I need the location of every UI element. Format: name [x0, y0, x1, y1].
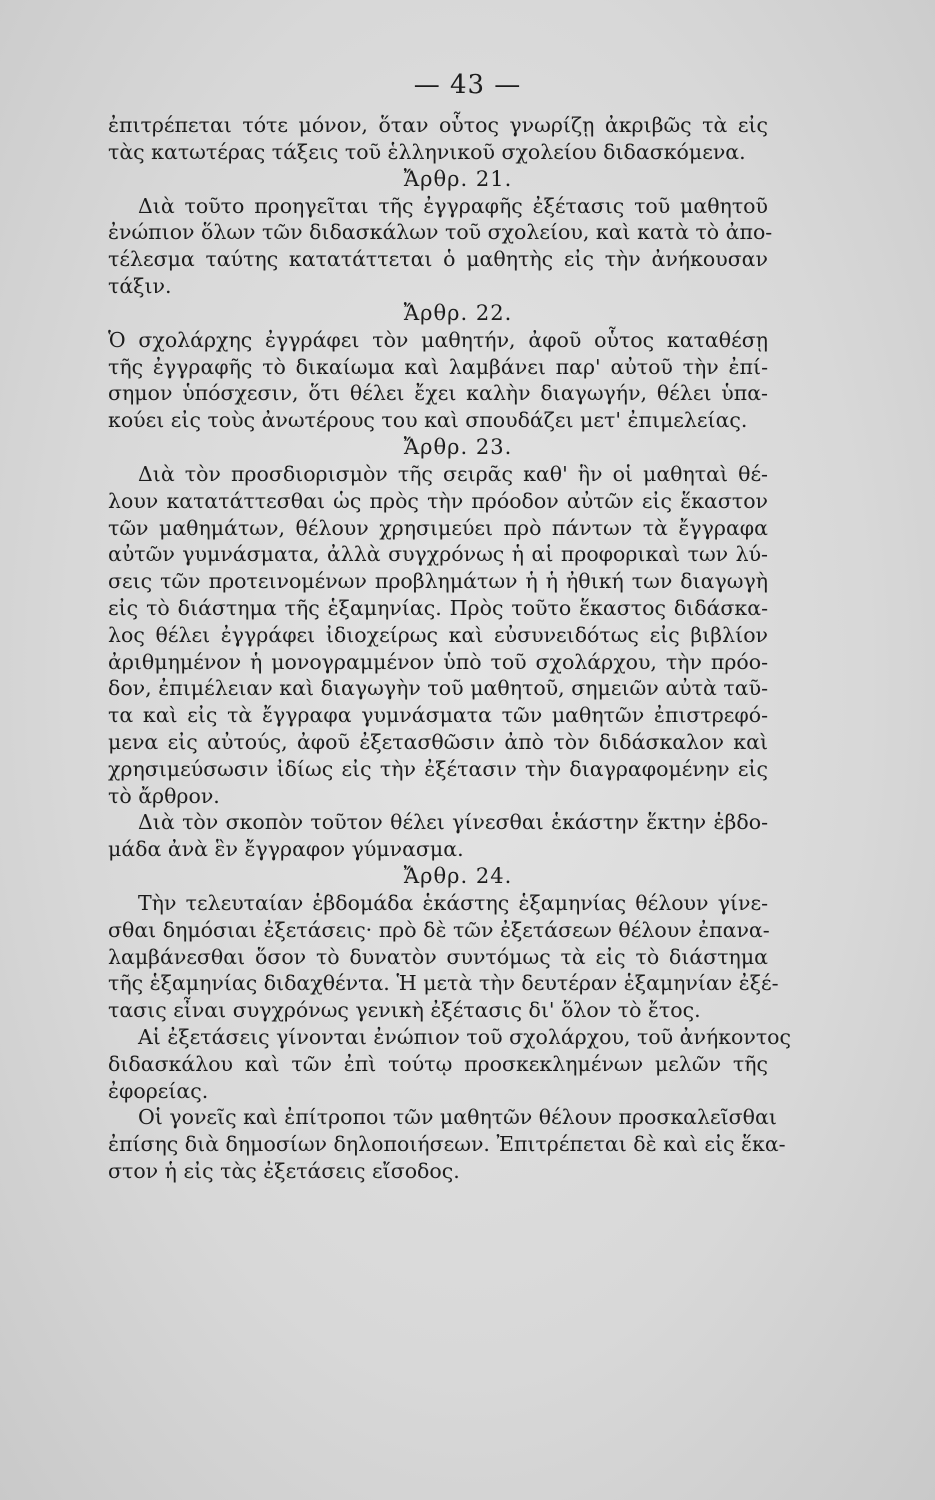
text-line: λουν κατατάττεσθαι ὡς πρὸς τὴν πρόοδον αὐτῶν εἰς ἕκαστον	[108, 488, 768, 513]
article-heading: Ἄρθρ. 21.	[403, 166, 513, 191]
text-line: λαμβάνεσθαι ὅσον τὸ δυνατὸν συντόμως τὰ εἰς τὸ διάστημα	[108, 944, 768, 969]
text-line: Οἱ γονεῖς καὶ ἐπίτροποι τῶν μαθητῶν θέλουν προσκαλεῖσθαι	[138, 1105, 777, 1130]
text-line: ἐφορείας.	[108, 1078, 209, 1103]
text-line: στον ἡ εἰς τὰς ἐξετάσεις εἴσοδος.	[108, 1158, 460, 1183]
text-line: δον, ἐπιμέλειαν καὶ διαγωγὴν τοῦ μαθητοῦ, σημειῶν αὐτὰ ταῦ-	[108, 676, 768, 701]
text-line: κούει εἰς τοὺς ἀνωτέρους του καὶ σπουδάζει μετ' ἐπιμελείας.	[108, 408, 748, 433]
text-line: λος θέλει ἐγγράφει ἰδιοχείρως καὶ εὐσυνειδότως εἰς βιβλίον	[108, 622, 768, 647]
text-line: τα καὶ εἰς τὰ ἔγγραφα γυμνάσματα τῶν μαθητῶν ἐπιστρεφό-	[108, 703, 768, 728]
text-line: διδασκάλου καὶ τῶν ἐπὶ τούτῳ προσκεκλημένων μελῶν τῆς	[108, 1051, 768, 1076]
text-line: ἐπιτρέπεται τότε μόνον, ὅταν οὗτος γνωρίζῃ ἀκριβῶς τὰ εἰς	[108, 113, 768, 137]
page-number: — 43 —	[413, 70, 522, 100]
text-line: χρησιμεύσωσιν ἰδίως εἰς τὴν ἐξέτασιν τὴν διαγραφομένην εἰς	[108, 756, 768, 781]
text-line: Ὁ σχολάρχης ἐγγράφει τὸν μαθητήν, ἀφοῦ οὗτος καταθέσῃ	[108, 327, 768, 352]
text-line: τὰς κατωτέρας τάξεις τοῦ ἑλληνικοῦ σχολείου διδασκόμενα.	[108, 139, 746, 164]
text-line: σεις τῶν προτεινομένων προβλημάτων ἡ ἡ ἠθική των διαγωγὴ	[108, 569, 768, 594]
text-line: τὸ ἄρθρον.	[108, 783, 220, 808]
text-line: σημον ὑπόσχεσιν, ὅτι θέλει ἔχει καλὴν διαγωγήν, θέλει ὑπα-	[108, 381, 768, 406]
text-line: Αἱ ἐξετάσεις γίνονται ἐνώπιον τοῦ σχολάρχου, τοῦ ἀνήκοντος	[138, 1024, 792, 1049]
text-line: Διὰ τοῦτο προηγεῖται τῆς ἐγγραφῆς ἐξέτασις τοῦ μαθητοῦ	[138, 193, 768, 218]
page-body-text	[108, 112, 792, 1185]
text-line: τάξιν.	[108, 273, 172, 298]
text-line: σθαι δημόσιαι ἐξετάσεις· πρὸ δὲ τῶν ἐξετάσεων θέλουν ἐπανα-	[108, 917, 770, 942]
text-line: Τὴν τελευταίαν ἑβδομάδα ἑκάστης ἑξαμηνίας θέλουν γίνε-	[138, 890, 768, 915]
text-line: αὐτῶν γυμνάσματα, ἀλλὰ συγχρόνως ἡ αἱ προφορικαὶ των λύ-	[108, 542, 768, 567]
text-line: Διὰ τὸν προσδιορισμὸν τῆς σειρᾶς καθ' ἣν οἱ μαθηταὶ θέ-	[138, 461, 768, 486]
text-line: τασις εἶναι συγχρόνως γενικὴ ἐξέτασις δι' ὅλον τὸ ἔτος.	[108, 998, 701, 1023]
text-line: τέλεσμα ταύτης κατατάττεται ὁ μαθητὴς εἰς τὴν ἀνήκουσαν	[108, 247, 768, 272]
text-line: ἐνώπιον ὅλων τῶν διδασκάλων τοῦ σχολείου, καὶ κατὰ τὸ ἀπο-	[108, 220, 773, 245]
text-line: ἀριθμημένον ἡ μονογραμμένον ὑπὸ τοῦ σχολάρχου, τὴν πρόο-	[108, 649, 768, 674]
text-line: Διὰ τὸν σκοπὸν τοῦτον θέλει γίνεσθαι ἑκάστην ἕκτην ἑβδο-	[138, 810, 768, 835]
text-line: τῆς ἑξαμηνίας διδαχθέντα. Ἡ μετὰ τὴν δευτέραν ἑξαμηνίαν ἐξέ-	[108, 971, 779, 996]
text-line: εἰς τὸ διάστημα τῆς ἑξαμηνίας. Πρὸς τοῦτο ἕκαστος διδάσκα-	[108, 595, 768, 620]
text-line: ἐπίσης διὰ δημοσίων δηλοποιήσεων. Ἐπιτρέπεται δὲ καὶ εἰς ἕκα-	[108, 1132, 786, 1157]
text-line: μενα εἰς αὐτούς, ἀφοῦ ἐξετασθῶσιν ἀπὸ τὸν διδάσκαλον καὶ	[108, 729, 768, 754]
article-heading: Ἄρθρ. 24.	[403, 863, 513, 888]
text-line: τῶν μαθημάτων, θέλουν χρησιμεύει πρὸ πάντων τὰ ἔγγραφα	[108, 515, 768, 540]
text-line: τῆς ἐγγραφῆς τὸ δικαίωμα καὶ λαμβάνει παρ' αὐτοῦ τὴν ἐπί-	[108, 354, 768, 379]
article-heading: Ἄρθρ. 22.	[403, 300, 513, 325]
article-heading: Ἄρθρ. 23.	[403, 434, 513, 459]
text-line: μάδα ἀνὰ ἓν ἔγγραφον γύμνασμα.	[108, 837, 464, 862]
